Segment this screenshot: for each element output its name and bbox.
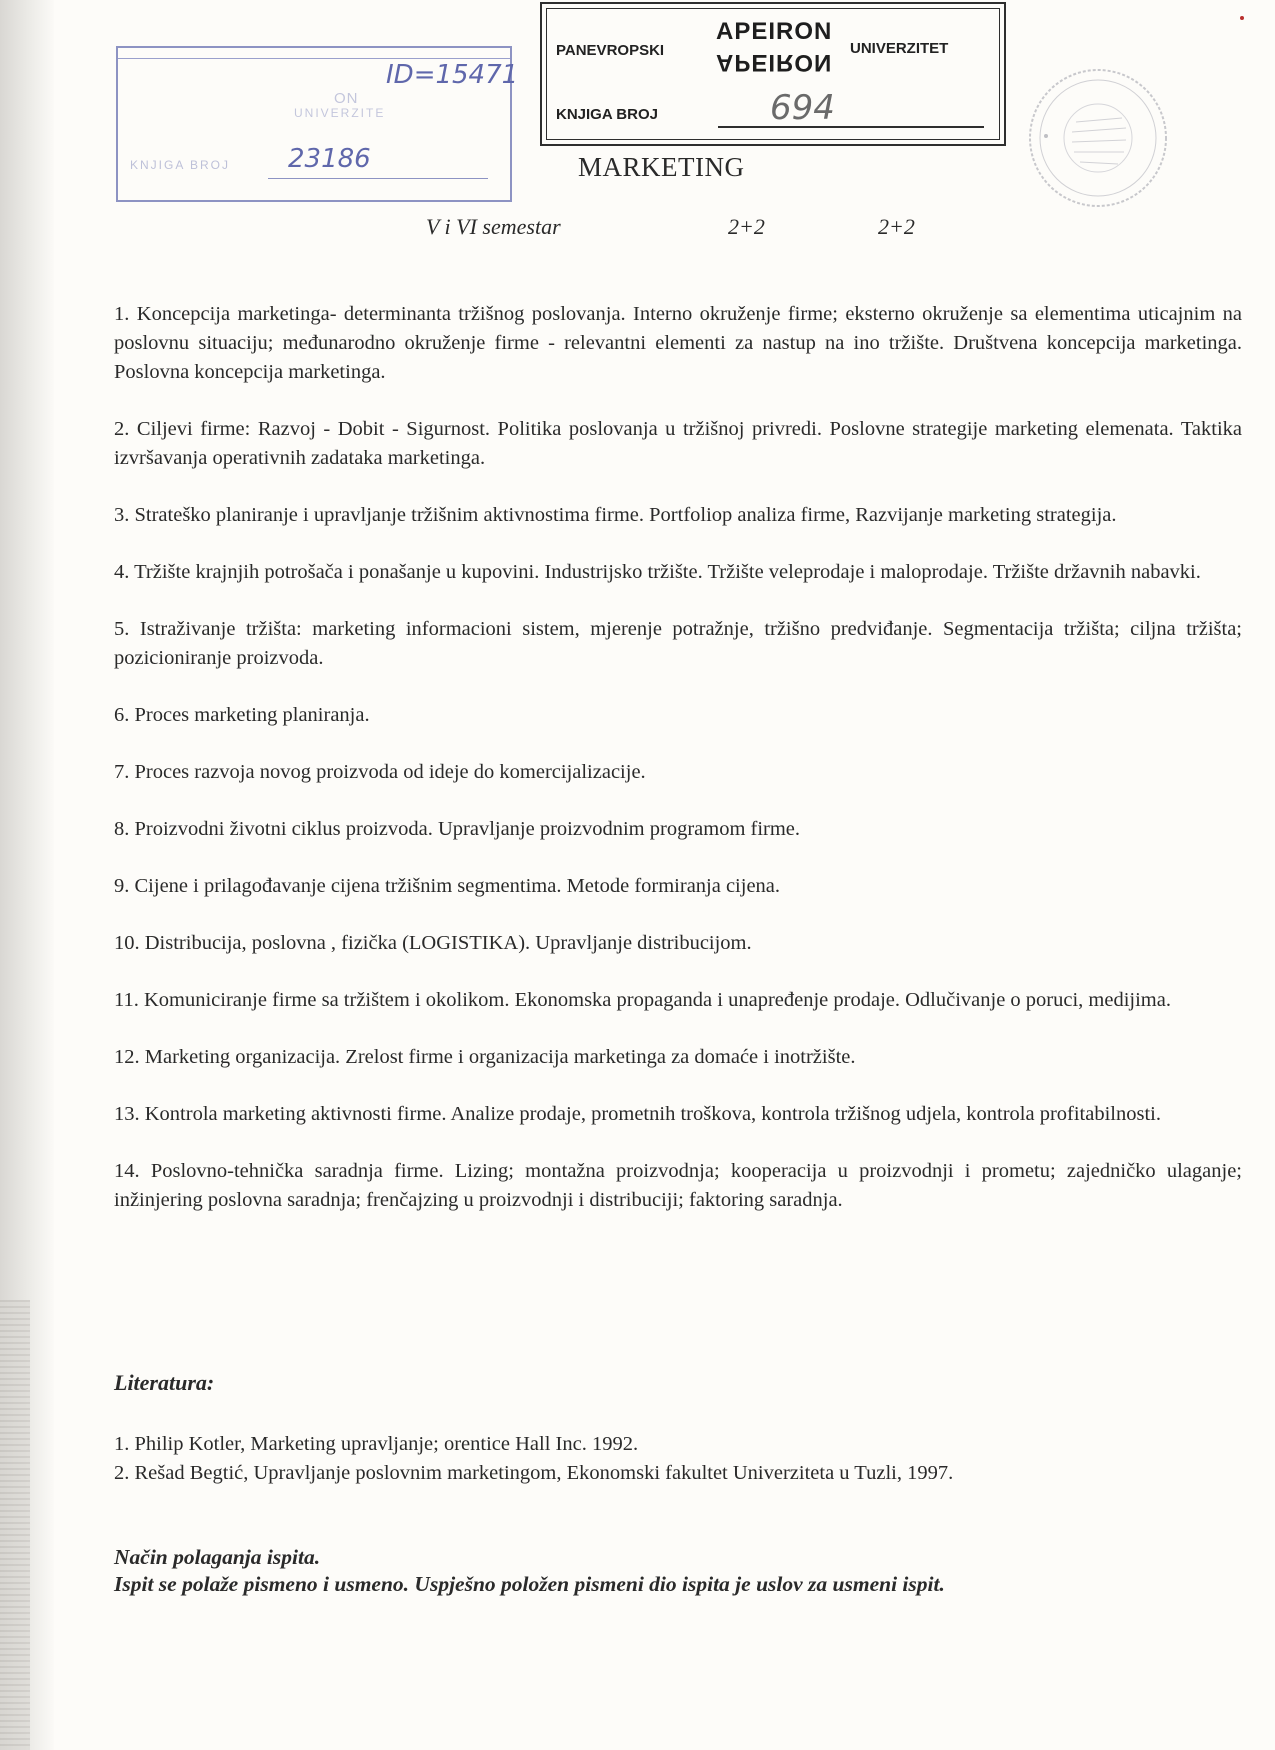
semester-label: V i VI semestar bbox=[426, 214, 561, 239]
topic-item: 6. Proces marketing planiranja. bbox=[114, 704, 370, 726]
literature-list bbox=[114, 1430, 1242, 1488]
scan-binding-shadow bbox=[0, 0, 54, 1750]
stamp-id-handwritten: ID=15471 bbox=[386, 60, 519, 90]
topic-item: 1. Koncepcija marketinga- determinanta tržišnog poslovanja. Interno okruženje firme; eksterno okruženje sa elementima uticajnim na poslovnu situaciju; međunarodno okruženje firme - relevantni elementi za nastup na ino tržište. Društvena koncepcija marketinga. Poslovna koncepcija marketinga. bbox=[114, 303, 1242, 383]
apeiron-brand: APEIRON bbox=[716, 18, 833, 45]
topic-item: 8. Proizvodni životni ciklus proizvoda. Upravljanje proizvodnim programom firme. bbox=[114, 818, 801, 840]
apeiron-book-number: 694 bbox=[770, 88, 835, 128]
page-title: MARKETING bbox=[578, 152, 745, 182]
topic-item: 3. Strateško planiranje i upravljanje tržišnim aktivnostima firme. Portfoliop analiza firme, Razvijanje marketing strategija. bbox=[114, 504, 1117, 526]
topic-item: 13. Kontrola marketing aktivnosti firme. Analize prodaje, prometnih troškova, kontrola tržišnog udjela, kontrola profitabilnosti. bbox=[114, 1103, 1161, 1125]
topic-item: 14. Poslovno-tehnička saradnja firme. Lizing; montažna proizvodnja; kooperacija u proizvodnji i prometu; zajedničko ulaganje; inžinjering poslovna saradnja; frenčajzing u proizvodnji i distribuciji; faktoring saradnja. bbox=[114, 1160, 1242, 1211]
literature-heading: Literatura: bbox=[114, 1370, 215, 1395]
topic-item: 11. Komuniciranje firme sa tržištem i okolikom. Ekonomska propaganda i unapređenje prodaje. Odlučivanje o poruci, medijima. bbox=[114, 989, 1171, 1011]
hours-semester-vi: 2+2 bbox=[878, 214, 915, 239]
topic-list bbox=[114, 300, 1242, 1215]
literature-item: 1. Philip Kotler, Marketing upravljanje; orentice Hall Inc. 1992. bbox=[114, 1433, 639, 1455]
apeiron-number-line bbox=[718, 126, 984, 128]
apeiron-right-text: UNIVERZITET bbox=[850, 40, 949, 57]
stamp-label: KNJIGA BROJ bbox=[130, 158, 231, 172]
topic-item: 4. Tržište krajnjih potrošača i ponašanje u kupovini. Industrijsko tržište. Tržište veleprodaje i maloprodaje. Tržište državnih nabavki. bbox=[114, 561, 1201, 583]
apeiron-book-label: KNJIGA BROJ bbox=[556, 106, 658, 123]
hours-semester-v: 2+2 bbox=[728, 214, 765, 239]
topic-item: 10. Distribucija, poslovna , fizička (LOGISTIKA). Upravljanje distribucijom. bbox=[114, 932, 752, 954]
stamp-top-rule bbox=[118, 58, 510, 59]
library-stamp bbox=[116, 46, 519, 202]
stamp-number-line bbox=[268, 178, 488, 179]
round-seal-icon bbox=[1026, 66, 1170, 210]
topic-item: 7. Proces razvoja novog proizvoda od ideje do komercijalizacije. bbox=[114, 761, 646, 783]
stamp-book-number: 23186 bbox=[288, 144, 371, 174]
apeiron-left-text: PANEVROPSKI bbox=[556, 42, 665, 59]
topic-item: 12. Marketing organizacija. Zrelost firme i organizacija marketinga za domaće i inotržište. bbox=[114, 1046, 856, 1068]
topic-item: 5. Istraživanje tržišta: marketing informacioni sistem, mjerenje potražnje, tržišno predviđanje. Segmentacija tržišta; ciljna tržišta; pozicioniranje proizvoda. bbox=[114, 618, 1242, 669]
topic-item: 2. Ciljevi firme: Razvoj - Dobit - Sigurnost. Politika poslovanja u tržišnoj privredi. Poslovne strategije marketing elemenata. Taktika izvršavanja operativnih zadataka marketinga. bbox=[114, 418, 1242, 469]
stamp-middle-text: UNIVERZITE bbox=[294, 106, 386, 120]
topic-item: 9. Cijene i prilagođavanje cijena tržišnim segmentima. Metode formiranja cijena. bbox=[114, 875, 781, 897]
literature-item: 2. Rešad Begtić, Upravljanje poslovnim marketingom, Ekonomski fakultet Univerziteta u Tuzli, 1997. bbox=[114, 1462, 954, 1484]
exam-method-heading: Način polaganja ispita. bbox=[114, 1545, 321, 1569]
apeiron-brand-mirrored: APEIRON bbox=[716, 49, 833, 76]
stamp-top-text: ON bbox=[334, 90, 359, 107]
red-dot-mark bbox=[1240, 16, 1244, 20]
exam-method-text: Ispit se polaže pismeno i usmeno. Uspješno položen pismeni dio ispita je uslov za usmeni ispit. bbox=[114, 1572, 945, 1596]
apeiron-stamp bbox=[540, 2, 1006, 146]
